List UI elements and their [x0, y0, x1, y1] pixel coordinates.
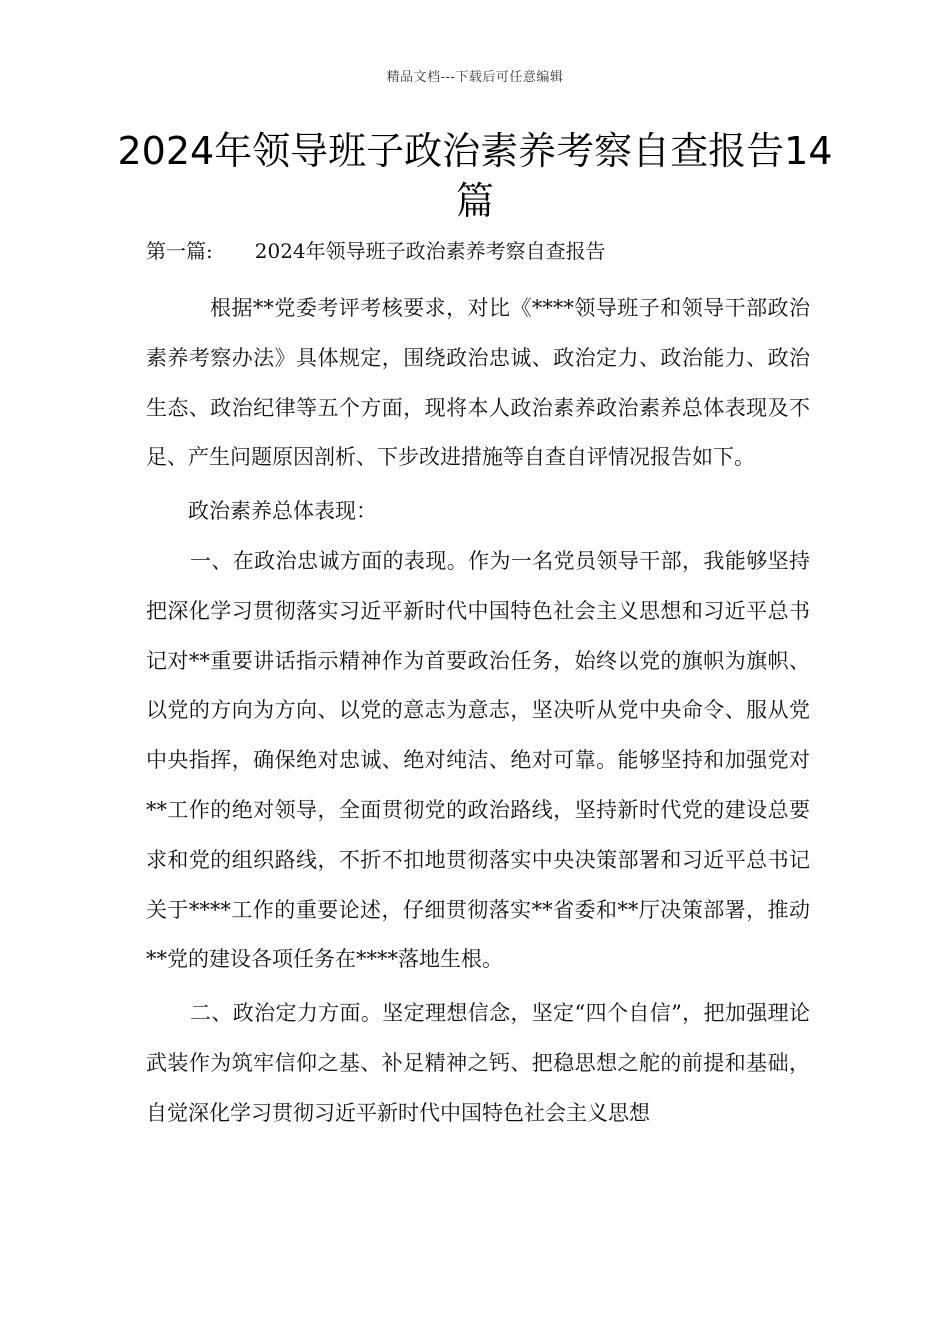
- paragraph-section-heading: 政治素养总体表现：: [188, 499, 377, 524]
- chapter-title: 2024年领导班子政治素养考察自查报告: [254, 239, 606, 263]
- body-text: [146, 284, 810, 1139]
- document-title: 2024年领导班子政治素养考察自查报告14篇: [117, 129, 833, 223]
- paragraph-political-resolve: 二、政治定力方面。坚定理想信念，坚定“四个自信”，把加强理论武装作为筑牢信仰之基、补足精神之钙、把稳思想之舵的前提和基础，自觉深化学习贯彻习近平新时代中国特色社会主义思想: [146, 1001, 810, 1125]
- paragraph-intro: 根据**党委考评考核要求，对比《****领导班子和领导干部政治素养考察办法》具体规定，围绕政治忠诚、政治定力、政治能力、政治生态、政治纪律等五个方面，现将本人政治素养政治素养总体表现及不足、产生问题原因剖析、下步改进措施等自查自评情况报告如下。: [146, 296, 810, 470]
- chapter-heading: [146, 236, 606, 266]
- chapter-label: 第一篇:: [146, 239, 213, 263]
- paragraph-political-loyalty: 一、在政治忠诚方面的表现。作为一名党员领导干部，我能够坚持把深化学习贯彻落实习近平新时代中国特色社会主义思想和习近平总书记对**重要讲话指示精神作为首要政治任务，始终以党的旗帜为旗帜、以党的方向为方向、以党的意志为意志，坚决听从党中央命令、服从党中央指挥，确保绝对忠诚、绝对纯洁、绝对可靠。能够坚持和加强党对**工作的绝对领导，全面贯彻党的政治路线，坚持新时代党的建设总要求和党的组织路线，不折不扣地贯彻落实中央决策部署和习近平总书记关于****工作的重要论述，仔细贯彻落实**省委和**厅决策部署，推动**党的建设各项任务在****落地生根。: [146, 548, 810, 972]
- page-header: 精品文档---下载后可任意编辑: [386, 70, 564, 85]
